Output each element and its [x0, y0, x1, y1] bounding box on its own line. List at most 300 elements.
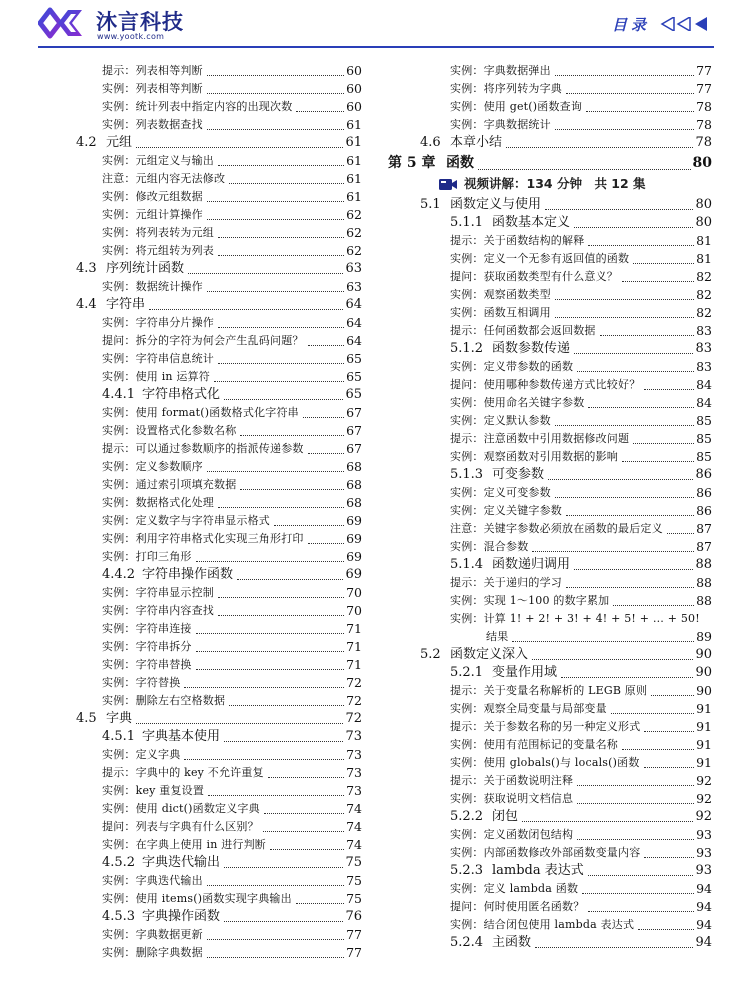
toc-entry-item[interactable] [70, 98, 362, 116]
toc-page-number: 69 [346, 513, 362, 528]
toc-label: 字符串 [106, 297, 146, 312]
toc-leader [207, 219, 344, 220]
toc-entry-subsection[interactable] [388, 466, 712, 484]
toc-label: 提问：何时使用匿名函数？ [450, 900, 585, 913]
section-title: 目录 [612, 16, 651, 34]
toc-leader [478, 169, 691, 170]
toc-leader [224, 867, 343, 868]
toc-leader [667, 533, 694, 534]
toc-label: 实例：将元组转为列表 [102, 244, 214, 257]
toc-entry-item[interactable] [388, 790, 712, 808]
toc-leader [196, 633, 344, 634]
toc-number: 5.1.3 [450, 467, 484, 482]
toc-leader [240, 435, 344, 436]
toc-label: 字符串操作函数 [142, 567, 234, 582]
toc-number: 5.1.4 [450, 557, 484, 572]
toc-entry-item[interactable] [70, 404, 362, 422]
page-header [0, 0, 750, 48]
toc-leader [586, 111, 694, 112]
toc-label: 实例：观察函数对引用数据的影响 [450, 450, 618, 463]
toc-entry-item[interactable] [70, 224, 362, 242]
toc-page-number: 91 [696, 755, 712, 770]
toc-label: 本章小结 [450, 135, 503, 150]
toc-entry-item[interactable] [70, 872, 362, 890]
toc-leader [545, 209, 693, 210]
toc-entry-item[interactable] [70, 116, 362, 134]
toc-entry-item[interactable] [70, 764, 362, 782]
toc-entry-item[interactable] [388, 574, 712, 592]
toc-page-number: 85 [696, 413, 712, 428]
toc-entry-subsection[interactable] [70, 386, 362, 404]
toc-leader [229, 705, 344, 706]
toc-page-number: 83 [696, 323, 712, 338]
toc-entry-item[interactable] [70, 674, 362, 692]
toc-page-number: 69 [346, 531, 362, 546]
toc-leader [532, 659, 693, 660]
toc-number: 4.2 [76, 135, 97, 150]
toc-entry-item[interactable] [388, 430, 712, 448]
toc-entry-item[interactable] [388, 484, 712, 502]
toc-entry-item[interactable] [70, 692, 362, 710]
toc-number: 5.1.2 [450, 341, 484, 356]
toc-leader [535, 947, 693, 948]
toc-entry-item[interactable] [70, 80, 362, 98]
toc-entry-item[interactable] [388, 538, 712, 556]
toc-entry-item[interactable] [388, 116, 712, 134]
toc-entry-item[interactable] [70, 656, 362, 674]
toc-entry-item[interactable] [388, 772, 712, 790]
toc-label: 提问：拆分的字符为何会产生乱码问题？ [102, 334, 304, 347]
toc-leader [207, 75, 344, 76]
toc-page-number: 64 [345, 297, 362, 312]
toc-page-number: 65 [345, 387, 362, 402]
toc-label: 字典操作函数 [142, 909, 221, 924]
toc-leader [522, 821, 693, 822]
toc-leader [264, 813, 344, 814]
toc-leader [207, 957, 344, 958]
video-lecture-banner[interactable] [388, 174, 712, 196]
toc-page-number: 80 [695, 197, 712, 212]
toc-entry-item[interactable] [70, 476, 362, 494]
toc-page-number: 74 [346, 837, 362, 852]
toc-page-number: 92 [696, 791, 712, 806]
toc-entry-item[interactable] [70, 206, 362, 224]
toc-label: 实例：使用命名关键字参数 [450, 396, 585, 409]
toc-label: 实例：删除左右空格数据 [102, 694, 226, 707]
toc-entry-chapter[interactable] [388, 152, 712, 174]
toc-entry-item[interactable] [388, 880, 712, 898]
toc-leader [566, 587, 694, 588]
toc-page-number: 67 [346, 423, 362, 438]
toc-leader [296, 111, 344, 112]
toc-label: 实例：元组定义与输出 [102, 154, 214, 167]
toc-number: 5.2.1 [450, 665, 484, 680]
toc-page-number: 62 [346, 207, 362, 222]
toc-label: 字典基本使用 [142, 729, 221, 744]
toc-leader [296, 903, 344, 904]
toc-label: 实例：观察函数类型 [450, 288, 551, 301]
toc-label: 提示：关于递归的学习 [450, 576, 562, 589]
toc-entry-item[interactable] [388, 412, 712, 430]
toc-label: 字符串格式化 [142, 387, 221, 402]
toc-entry-item[interactable] [70, 782, 362, 800]
toc-entry-subsection[interactable] [388, 340, 712, 358]
video-label: 视频讲解：134 分钟 共 12 集 [464, 176, 646, 191]
toc-leader [214, 381, 344, 382]
toc-entry-item[interactable] [70, 836, 362, 854]
toc-page-number: 91 [696, 701, 712, 716]
toc-entry-item[interactable] [70, 242, 362, 260]
toc-entry-item[interactable] [388, 304, 712, 322]
toc-entry-subsection[interactable] [70, 854, 362, 872]
toc-page-number: 88 [696, 593, 712, 608]
toc-entry-item[interactable] [388, 322, 712, 340]
toc-entry-item[interactable] [388, 394, 712, 412]
toc-page-number: 71 [346, 639, 362, 654]
toc-number: 5.2.3 [450, 863, 484, 878]
toc-entry-item[interactable] [388, 520, 712, 538]
toc-label: 函数基本定义 [492, 215, 571, 230]
toc-label: 函数递归调用 [492, 557, 571, 572]
toc-leader [622, 749, 694, 750]
toc-label: 实例：统计列表中指定内容的出现次数 [102, 100, 293, 113]
toc-entry-item[interactable] [388, 250, 712, 268]
toc-label: 函数定义与使用 [450, 197, 542, 212]
toc-number: 第 5 章 [388, 155, 436, 171]
toc-entry-subsection[interactable] [388, 214, 712, 232]
toc-label: 实例：数据统计操作 [102, 280, 203, 293]
toc-label: 实例：计算 1! + 2! + 3! + 4! + 5! + … + 50! [450, 612, 700, 625]
toc-entry-item[interactable] [70, 818, 362, 836]
toc-leader [207, 885, 344, 886]
toc-entry-item[interactable] [70, 278, 362, 296]
toc-entry-section[interactable] [70, 710, 362, 728]
toc-leader [240, 489, 344, 490]
toc-entry-section[interactable] [388, 646, 712, 664]
toc-entry-item[interactable] [388, 736, 712, 754]
toc-entry-item[interactable] [70, 530, 362, 548]
toc-entry-item[interactable] [388, 448, 712, 466]
toc-entry-item[interactable] [70, 440, 362, 458]
toc-page-number: 73 [345, 729, 362, 744]
toc-entry-item[interactable] [70, 188, 362, 206]
toc-entry-subsection[interactable] [388, 556, 712, 574]
toc-leader [577, 785, 694, 786]
toc-page-number: 61 [345, 135, 362, 150]
toc-entry-item[interactable] [70, 602, 362, 620]
toc-entry-item[interactable] [70, 944, 362, 962]
toc-label: 函数 [446, 155, 474, 171]
toc-page-number: 72 [346, 675, 362, 690]
toc-entry-item[interactable] [388, 592, 712, 610]
toc-label: 序列统计函数 [106, 261, 185, 276]
toc-leader [308, 345, 344, 346]
toc-leader [633, 263, 694, 264]
toc-leader [506, 147, 693, 148]
toc-entry-item[interactable] [70, 152, 362, 170]
toc-page-number: 67 [346, 441, 362, 456]
toc-leader [207, 471, 344, 472]
toc-page-number: 78 [695, 135, 712, 150]
toc-page-number: 80 [692, 155, 712, 171]
toc-page-number: 63 [345, 261, 362, 276]
toc-page-number: 74 [346, 801, 362, 816]
toc-leader [188, 273, 343, 274]
toc-label: 实例：字符串拆分 [102, 640, 192, 653]
toc-entry-subsection[interactable] [388, 808, 712, 826]
toc-entry-item[interactable] [388, 62, 712, 80]
toc-page-number: 91 [696, 737, 712, 752]
toc-label: 变量作用域 [492, 665, 558, 680]
toc-entry-item[interactable] [388, 376, 712, 394]
toc-leader [218, 327, 344, 328]
triple-left-arrow-icon[interactable] [660, 17, 710, 31]
toc-label: 实例：字典数据统计 [450, 118, 551, 131]
toc-leader [561, 677, 693, 678]
toc-entry-section[interactable] [70, 134, 362, 152]
toc-leader [555, 129, 694, 130]
toc-page-number: 80 [695, 215, 712, 230]
toc-entry-item[interactable] [70, 890, 362, 908]
toc-page-number: 90 [695, 665, 712, 680]
toc-page-number: 64 [346, 333, 362, 348]
toc-page-number: 83 [695, 341, 712, 356]
toc-leader [218, 165, 344, 166]
toc-label: 提示：字典中的 key 不允许重复 [102, 766, 264, 779]
toc-label: 实例：字符串显示控制 [102, 586, 214, 599]
toc-entry-subsection[interactable] [388, 862, 712, 880]
toc-entry-item[interactable] [388, 916, 712, 934]
toc-label: 实例：使用 format()函数格式化字符串 [102, 406, 299, 419]
toc-label: 实例：获取说明文档信息 [450, 792, 574, 805]
toc-leader [303, 417, 344, 418]
toc-leader [263, 831, 344, 832]
toc-entry-item[interactable] [70, 584, 362, 602]
toc-number: 4.5.3 [102, 909, 136, 924]
toc-page-number: 82 [696, 269, 712, 284]
toc-page-number: 71 [346, 621, 362, 636]
toc-page-number: 86 [696, 503, 712, 518]
toc-label: 实例：字典数据弹出 [450, 64, 551, 77]
toc-page-number: 87 [696, 539, 712, 554]
toc-entry-section[interactable] [70, 260, 362, 278]
toc-leader [184, 687, 344, 688]
toc-label-cont: 结果 [486, 630, 509, 643]
toc-label: 实例：定义带参数的函数 [450, 360, 574, 373]
toc-entry-item[interactable] [70, 746, 362, 764]
toc-page-number: 77 [346, 945, 362, 960]
toc-label: 实例：字典迭代输出 [102, 874, 203, 887]
brand-url: www.yootk.com [97, 32, 165, 41]
toc-label: 注意：关键字参数必须放在函数的最后定义 [450, 522, 663, 535]
toc-leader [218, 363, 344, 364]
toc-label: 实例：字符串连接 [102, 622, 192, 635]
toc-entry-item[interactable] [388, 718, 712, 736]
toc-entry-subsection[interactable] [388, 664, 712, 682]
toc-page-number: 85 [696, 431, 712, 446]
toc-entry-item[interactable] [388, 268, 712, 286]
toc-leader [566, 515, 694, 516]
toc-label: 实例：key 重复设置 [102, 784, 205, 797]
toc-page-number: 88 [695, 557, 712, 572]
toc-page-number: 73 [346, 747, 362, 762]
toc-page-number: 62 [346, 225, 362, 240]
toc-entry-item[interactable] [70, 800, 362, 818]
toc-leader [644, 731, 694, 732]
toc-page-number: 81 [696, 233, 712, 248]
toc-entry-section[interactable] [388, 196, 712, 214]
toc-page-number: 69 [346, 549, 362, 564]
toc-leader [555, 497, 694, 498]
toc-label: 实例：通过索引项填充数据 [102, 478, 237, 491]
toc-page-number: 94 [695, 935, 712, 950]
toc-label: 实例：定义关键字参数 [450, 504, 562, 517]
toc-entry-item[interactable] [70, 926, 362, 944]
toc-entry-subsection[interactable] [70, 728, 362, 746]
toc-label: 提示：可以通过参数顺序的指派传递参数 [102, 442, 304, 455]
toc-leader [207, 129, 344, 130]
toc-leader [577, 803, 694, 804]
toc-leader [218, 237, 344, 238]
toc-number: 4.4 [76, 297, 97, 312]
toc-leader [611, 713, 694, 714]
toc-leader [577, 371, 694, 372]
toc-leader [218, 507, 344, 508]
toc-number: 4.5.1 [102, 729, 136, 744]
toc-leader [270, 849, 344, 850]
toc-entry-item[interactable] [70, 458, 362, 476]
toc-label: 函数参数传递 [492, 341, 571, 356]
toc-leader [574, 227, 693, 228]
toc-label: 实例：使用 dict()函数定义字典 [102, 802, 260, 815]
toc-page-number: 86 [695, 467, 712, 482]
toc-page-number: 72 [345, 711, 362, 726]
toc-entry-section[interactable] [70, 296, 362, 314]
toc-page-number: 83 [696, 359, 712, 374]
toc-label: 实例：定义函数闭包结构 [450, 828, 574, 841]
toc-label: 提问：获取函数类型有什么意义？ [450, 270, 618, 283]
toc-leader [218, 615, 344, 616]
toc-number: 4.3 [76, 261, 97, 276]
toc-page-number: 92 [695, 809, 712, 824]
toc-leader [308, 543, 344, 544]
toc-label: 实例：定义一个无参有返回值的函数 [450, 252, 630, 265]
toc-leader [532, 551, 694, 552]
toc-page-number: 85 [696, 449, 712, 464]
toc-page-number: 77 [346, 927, 362, 942]
toc-entry-item[interactable] [388, 754, 712, 772]
toc-page-number: 73 [346, 765, 362, 780]
toc-page-number: 92 [696, 773, 712, 788]
toc-label: 实例：修改元组数据 [102, 190, 203, 203]
toc-entry-item[interactable] [70, 548, 362, 566]
toc-entry-item[interactable] [388, 502, 712, 520]
toc-leader [588, 875, 694, 876]
toc-page-number: 60 [346, 99, 362, 114]
toc-page-number: 94 [696, 899, 712, 914]
toc-entry-item[interactable] [70, 332, 362, 350]
toc-label: 函数定义深入 [450, 647, 529, 662]
toc-number: 4.6 [420, 135, 441, 150]
toc-leader [218, 255, 344, 256]
toc-label: 闭包 [492, 809, 519, 824]
toc-entry-subsection[interactable] [70, 908, 362, 926]
toc-label: 提示：关于函数结构的解释 [450, 234, 585, 247]
toc-leader [555, 317, 694, 318]
toc-leader [196, 669, 344, 670]
toc-entry-item[interactable] [388, 898, 712, 916]
toc-label: 实例：设置格式化参数名称 [102, 424, 237, 437]
toc-entry-item-wrap[interactable] [388, 610, 712, 646]
toc-entry-item[interactable] [388, 700, 712, 718]
toc-entry-item[interactable] [70, 350, 362, 368]
toc-label: 实例：函数互相调用 [450, 306, 551, 319]
toc-leader [633, 443, 694, 444]
toc-entry-item[interactable] [70, 620, 362, 638]
toc-leader [622, 281, 694, 282]
toc-entry-item[interactable] [70, 638, 362, 656]
toc-entry-item[interactable] [70, 314, 362, 332]
toc-entry-item[interactable] [388, 826, 712, 844]
toc-entry-item[interactable] [70, 422, 362, 440]
toc-page-number: 67 [346, 405, 362, 420]
toc-leader [268, 777, 344, 778]
toc-leader [229, 183, 344, 184]
toc-entry-item[interactable] [70, 62, 362, 80]
toc-leader [555, 425, 694, 426]
toc-page-number: 65 [346, 369, 362, 384]
toc-entry-subsection[interactable] [70, 566, 362, 584]
toc-entry-item[interactable] [388, 682, 712, 700]
toc-entry-item[interactable] [388, 80, 712, 98]
toc-page-number: 86 [696, 485, 712, 500]
toc-entry-item[interactable] [70, 368, 362, 386]
toc-leader [548, 479, 693, 480]
toc-page-number: 77 [696, 81, 712, 96]
toc-number: 4.4.2 [102, 567, 136, 582]
toc-entry-item[interactable] [388, 98, 712, 116]
toc-column-right [388, 62, 712, 952]
toc-leader [582, 893, 694, 894]
toc-entry-section[interactable] [388, 134, 712, 152]
toc-label: 实例：字符串信息统计 [102, 352, 214, 365]
toc-leader [588, 911, 694, 912]
toc-page-number: 89 [696, 629, 712, 644]
toc-entry-subsection[interactable] [388, 934, 712, 952]
toc-entry-item[interactable] [70, 170, 362, 188]
toc-label: 实例：内部函数修改外部函数变量内容 [450, 846, 641, 859]
toc-page-number: 76 [345, 909, 362, 924]
toc-entry-item[interactable] [388, 844, 712, 862]
toc-page-number: 60 [346, 63, 362, 78]
toc-label: 实例：混合参数 [450, 540, 529, 553]
toc-leader [224, 741, 343, 742]
toc-entry-item[interactable] [388, 358, 712, 376]
toc-entry-item[interactable] [70, 494, 362, 512]
toc-page-number: 61 [346, 153, 362, 168]
toc-leader [218, 597, 344, 598]
toc-entry-item[interactable] [388, 232, 712, 250]
toc-page-number: 78 [696, 99, 712, 114]
toc-label: 可变参数 [492, 467, 545, 482]
toc-leader [136, 723, 343, 724]
toc-leader [577, 839, 694, 840]
toc-entry-item[interactable] [388, 286, 712, 304]
toc-label: 实例：结合闭包使用 lambda 表达式 [450, 918, 635, 931]
toc-label: 实例：使用 items()函数实现字典输出 [102, 892, 292, 905]
toc-entry-item[interactable] [70, 512, 362, 530]
toc-page-number: 61 [346, 117, 362, 132]
